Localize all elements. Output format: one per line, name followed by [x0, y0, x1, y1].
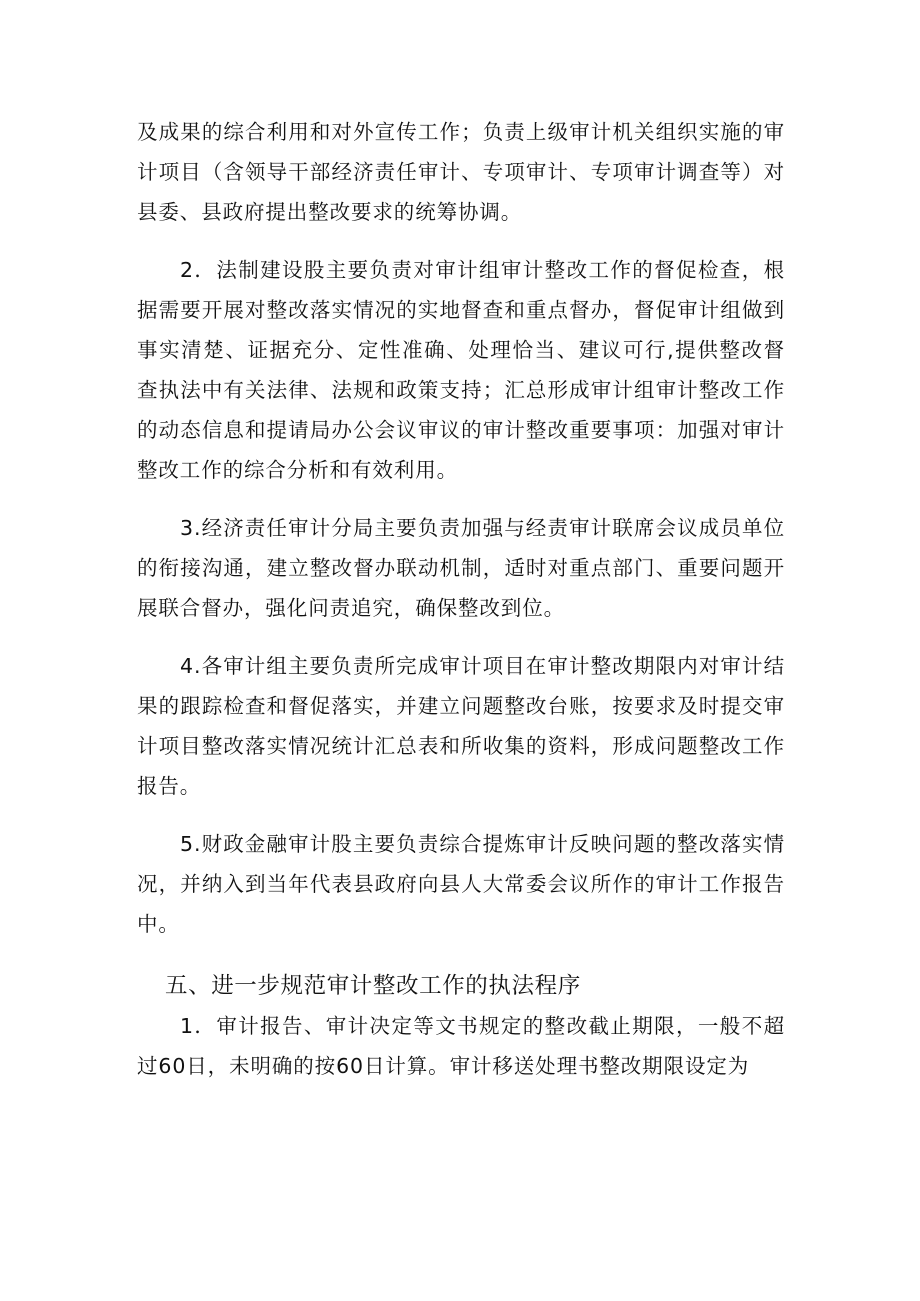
- paragraph-item-5: 5.财政金融审计股主要负责综合提炼审计反映问题的整改落实情况，并纳入到当年代表县政府向县人大常委会议所作的审计工作报告中。: [137, 832, 785, 936]
- paragraph-item-4: 4.各审计组主要负责所完成审计项目在审计整改期限内对审计结果的跟踪检查和督促落实，并建立问题整改台账，按要求及时提交审计项目整改落实情况统计汇总表和所收集的资料，形成问题整改工作报告。: [137, 654, 785, 798]
- paragraph-item-3: 3.经济责任审计分局主要负责加强与经责审计联席会议成员单位的衔接沟通，建立整改督办联动机制，适时对重点部门、重要问题开展联合督办，强化问责追究，确保整改到位。: [137, 516, 785, 620]
- paragraph-continuation: 及成果的综合利用和对外宣传工作；负责上级审计机关组织实施的审计项目（含领导干部经济责任审计、专项审计、专项审计调查等）对县委、县政府提出整改要求的统筹协调。: [137, 120, 785, 224]
- document-body: [137, 112, 785, 1086]
- paragraph-item-2: 2．法制建设股主要负责对审计组审计整改工作的督促检查，根据需要开展对整改落实情况的实地督查和重点督办，督促审计组做到事实清楚、证据充分、定性准确、处理恰当、建议可行,提供整改督查执法中有关法律、法规和政策支持；汇总形成审计组审计整改工作的动态信息和提请局办公会议审议的审计整改重要事项：加强对审计整改工作的综合分析和有效利用。: [137, 258, 785, 482]
- section-heading: 五、进一步规范审计整改工作的执法程序: [165, 973, 581, 999]
- section-paragraph-1: 1．审计报告、审计决定等文书规定的整改截止期限，一般不超过60日，未明确的按60日计算。审计移送处理书整改期限设定为: [137, 1014, 785, 1078]
